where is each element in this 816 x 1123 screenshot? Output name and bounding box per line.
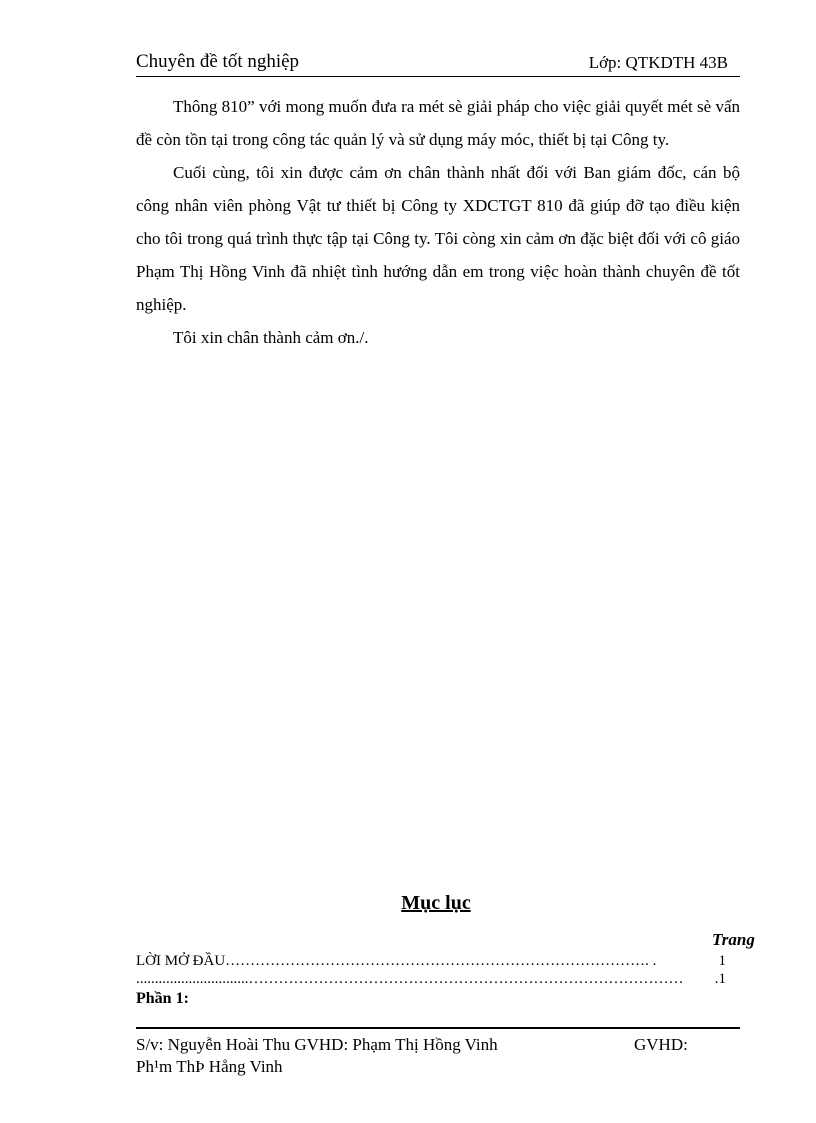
- footer-divider: [136, 1027, 740, 1029]
- body-text: [136, 90, 740, 354]
- toc-page-label: Trang: [712, 930, 755, 949]
- toc-entry-leader: ..............................……………………………………………………………………………: [136, 971, 684, 987]
- header-document-type: Chuyên đề tốt nghiệp: [136, 51, 300, 72]
- paragraph: Cuối cùng, tôi xin được cảm ơn chân thành nhất đối với Ban giám đốc, cán bộ công nhân viên phòng Vật tư thiết bị Công ty XDCTGT 810 đã giúp đỡ tạo điều kiện cho tôi trong quá trình thực tập tại Công ty. Tôi còng xin cảm ơn đặc biệt đối với cô giáo Phạm Thị Hồng Vinh đã nhiệt tình hướng dẫn em trong việc hoàn thành chuyên đề tốt nghiệp.: [136, 163, 740, 314]
- header-class: Lớp: QTKDTH 43B: [588, 53, 728, 72]
- paragraph: Tôi xin chân thành cảm ơn./.: [173, 328, 369, 347]
- page-header: [136, 50, 740, 77]
- toc-entry: [136, 952, 726, 970]
- toc-entry-page: 1: [718, 953, 726, 969]
- footer-student: S/v: Nguyễn Hoài Thu GVHD: Phạm Thị Hồng Vinh: [136, 1035, 498, 1054]
- toc-title: Mục lục: [401, 892, 471, 914]
- footer-supervisor-label: GVHD:: [634, 1035, 688, 1054]
- toc-entry-label: LỜI MỞ ĐẦU: [136, 953, 226, 969]
- toc-part-heading: Phần 1:: [136, 990, 189, 1007]
- toc-entry-page: .1: [714, 971, 726, 987]
- footer-supervisor-name: Ph¹m ThÞ Hång Vinh: [136, 1057, 283, 1076]
- paragraph: Thông 810” với mong muốn đưa ra mét sè giải pháp cho việc giải quyết mét sè vấn đề còn tồn tại trong công tác quản lý và sử dụng máy móc, thiết bị tại Công ty.: [136, 97, 740, 149]
- toc-entry: [136, 970, 726, 988]
- toc-entry-leader: …………………………………………………………………………. .: [225, 953, 657, 969]
